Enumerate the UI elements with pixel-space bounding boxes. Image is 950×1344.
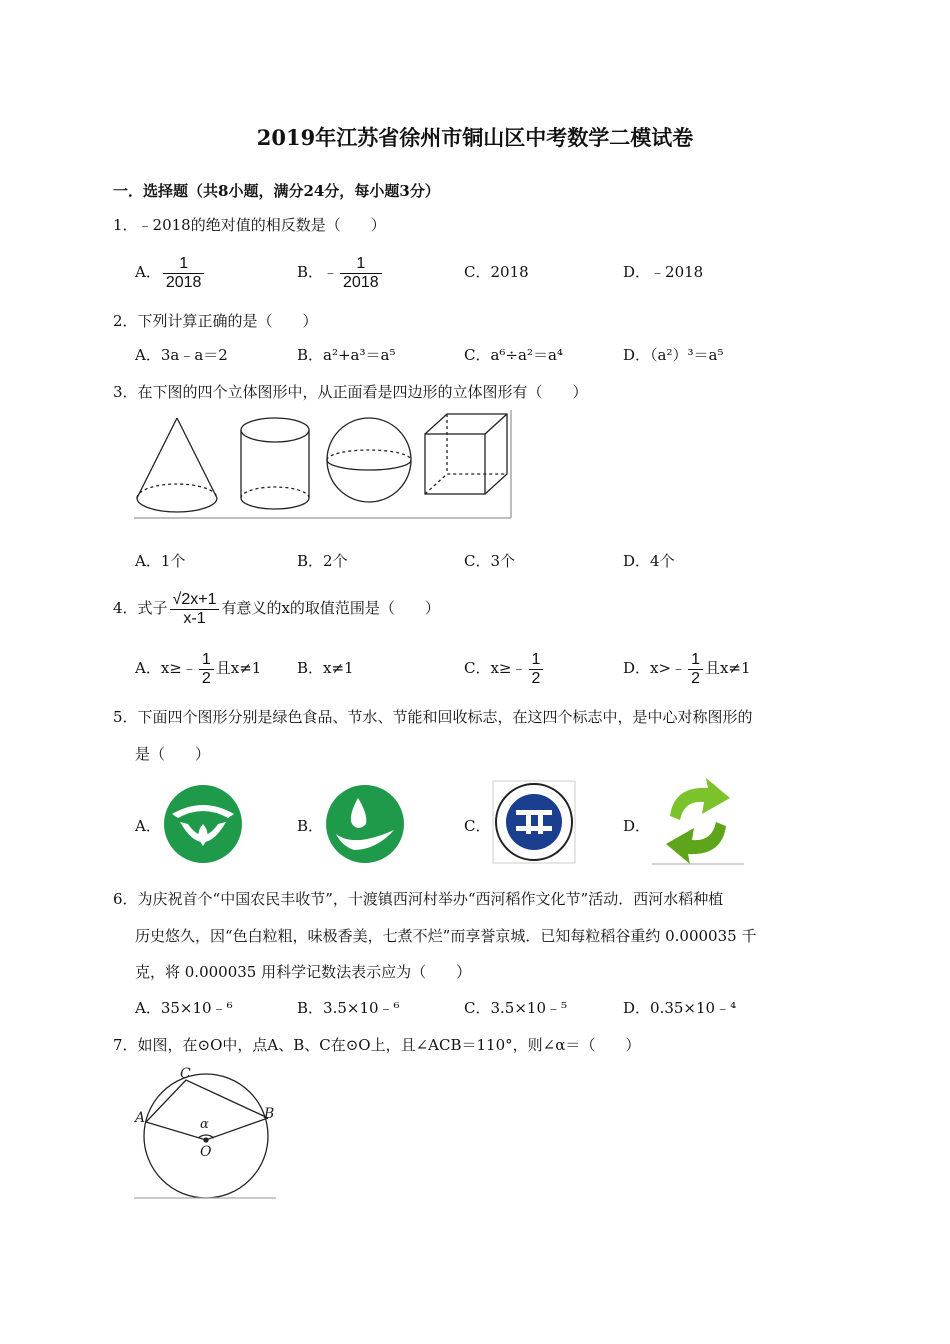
q3-option-a[interactable]: A．1个 [135,552,186,570]
q5-option-c[interactable]: C． [464,817,491,835]
q3-option-b[interactable]: B．2个 [297,552,348,570]
q2-text: 2．下列计算正确的是（ ） [113,312,318,330]
page-title: 2019年江苏省徐州市铜山区中考数学二模试卷 [256,125,694,150]
option-label: A． [135,263,161,281]
q6-option-b[interactable]: B．3.5×10﹣⁶ [297,999,400,1017]
section-heading: 一．选择题（共8小题，满分24分，每小题3分） [113,182,440,200]
fraction [163,255,205,292]
q6-text-line3: 克，将 0.000035 用科学记数法表示应为（ ） [135,963,472,981]
q2-option-b[interactable]: B．a²+a³＝a⁵ [297,346,396,364]
half-fraction [199,651,214,688]
q6-text-line1: 6．为庆祝首个“中国农民丰收节”，十渡镇西河村举办“西河稻作文化节”活动．西河水稻种植 [113,890,724,908]
q6-text-line2: 历史悠久，因“色白粒粗，味极香美，七煮不烂”而享誉京城．已知每粒稻谷重约 0.000035 千 [135,927,757,945]
option-text: C．x≥﹣ [464,659,527,677]
denominator: x-1 [183,609,206,627]
circle-figure [132,1062,278,1202]
q3-option-d[interactable]: D．4个 [623,552,675,570]
cone-shape [137,418,217,512]
green-food-logo [162,784,244,864]
q5-option-b[interactable]: B． [297,817,324,835]
q4-text-post: 有意义的x的取值范围是（ ） [221,599,440,617]
cube-shape [425,414,507,494]
label-b: B [264,1106,275,1122]
half-fraction [688,651,703,688]
label-o: O [200,1144,212,1160]
cylinder-shape [241,418,309,509]
numerator: 1 [340,255,382,274]
expression-fraction [170,591,220,628]
numerator: 1 [199,651,214,670]
option-text: D．x>﹣ [623,659,687,677]
numerator: 1 [688,651,703,670]
denominator: 2018 [343,273,379,291]
q6-option-d[interactable]: D．0.35×10﹣⁴ [623,999,737,1017]
option-text: 且x≠1 [704,659,751,677]
q6-option-c[interactable]: C．3.5×10﹣⁵ [464,999,568,1017]
option-text: 且x≠1 [215,659,262,677]
q5-text-line2: 是（ ） [135,745,211,763]
q3-option-c[interactable]: C．3个 [464,552,516,570]
denominator: 2 [531,669,541,687]
q1-option-d[interactable]: D．﹣2018 [623,263,704,281]
label-c: C [180,1066,191,1082]
fraction [340,255,382,292]
q4-text-pre: 4．式子 [113,599,168,617]
q4-option-c[interactable] [464,648,545,688]
q1-option-c[interactable]: C．2018 [464,263,529,281]
q4-option-d[interactable] [623,648,751,688]
q7-text: 7．如图，在⊙O中，点A、B、C在⊙O上，且∠ACB＝110°，则∠α＝（ ） [113,1036,641,1054]
label-alpha: α [200,1117,209,1132]
option-label: B．﹣ [297,263,339,281]
q5-option-d[interactable]: D． [623,817,651,835]
q4-option-a[interactable] [135,648,261,688]
denominator: 2 [201,669,211,687]
sphere-shape [327,418,411,502]
energy-saving-logo [492,780,576,864]
q6-option-a[interactable]: A．35×10﹣⁶ [135,999,233,1017]
q1-option-a[interactable] [135,252,206,292]
q4-text [113,588,440,628]
q2-option-d[interactable]: D．（a²）³＝a⁵ [623,346,724,364]
half-fraction [529,651,544,688]
recycle-logo [650,776,746,866]
q2-option-a[interactable]: A．3a﹣a＝2 [135,346,228,364]
q3-text: 3．在下图的四个立体图形中，从正面看是四边形的立体图形有（ ） [113,383,588,401]
denominator: 2018 [165,273,202,291]
q1-option-b[interactable] [297,252,384,292]
water-saving-logo [324,784,406,864]
q5-text-line1: 5．下面四个图形分别是绿色食品、节水、节能和回收标志，在这四个标志中，是中心对称图形的 [113,708,753,726]
solids-figure [133,410,513,522]
q4-option-b[interactable]: B．x≠1 [297,659,354,677]
numerator: 1 [529,651,544,670]
option-text: A．x≥﹣ [135,659,197,677]
numerator: 1 [163,255,205,274]
q5-option-a[interactable]: A． [135,817,161,835]
denominator: 2 [691,669,700,687]
label-a: A [135,1110,146,1126]
q1-text: 1．﹣2018的绝对值的相反数是（ ） [113,216,386,234]
q2-option-c[interactable]: C．a⁶÷a²＝a⁴ [464,346,563,364]
numerator: √2x+1 [170,591,220,610]
